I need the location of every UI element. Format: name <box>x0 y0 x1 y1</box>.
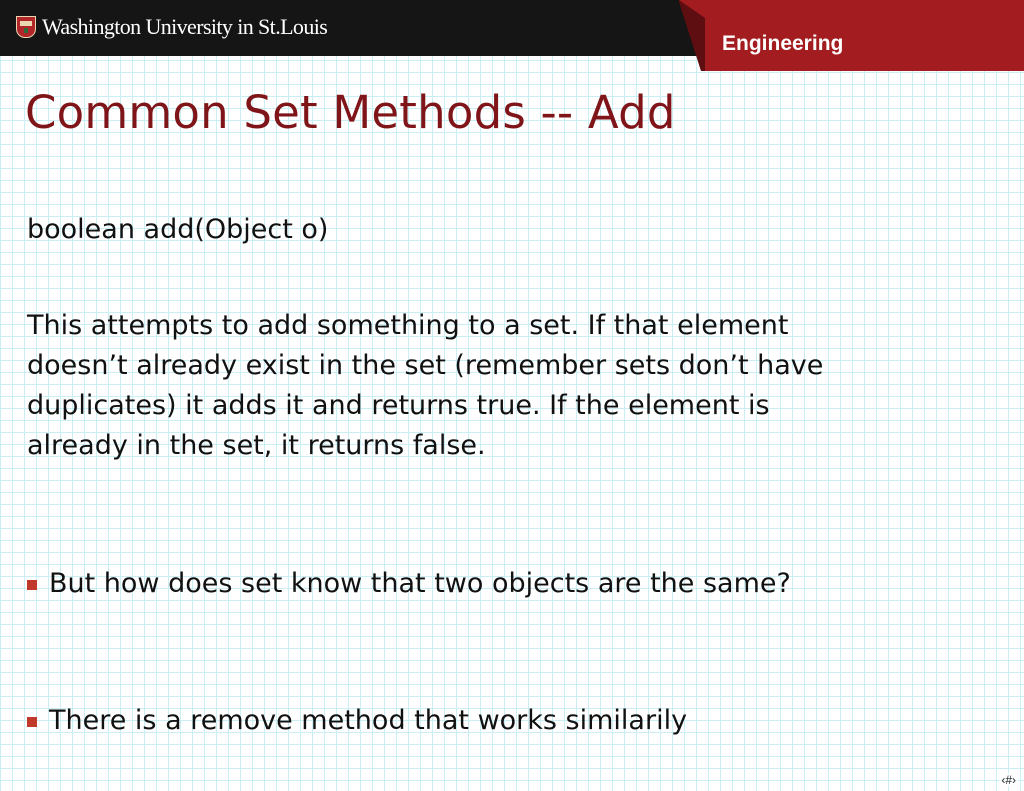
bullet-square-icon <box>27 717 37 727</box>
department-label: Engineering <box>722 32 844 55</box>
method-description: This attempts to add something to a set. If that element doesn’t already exist in the set (remember sets don’t have duplicates) it adds it and returns true. If the element is already in the set, it returns false. <box>27 310 824 461</box>
method-signature: boolean add(Object o) <box>27 214 329 245</box>
header-banner <box>0 0 1024 71</box>
bullet-text: But how does set know that two objects are the same? <box>49 568 791 599</box>
bullet-item <box>27 701 887 741</box>
crest-icon <box>16 16 36 38</box>
bullet-text: There is a remove method that works similarily <box>49 705 688 736</box>
university-wordmark: Washington University in St.Louis <box>42 14 328 39</box>
bullet-item <box>27 564 877 604</box>
slide-title: Common Set Methods -- Add <box>25 86 676 139</box>
university-logo <box>16 14 327 40</box>
bullet-square-icon <box>27 580 37 590</box>
slide-number: ‹#› <box>1001 773 1016 787</box>
